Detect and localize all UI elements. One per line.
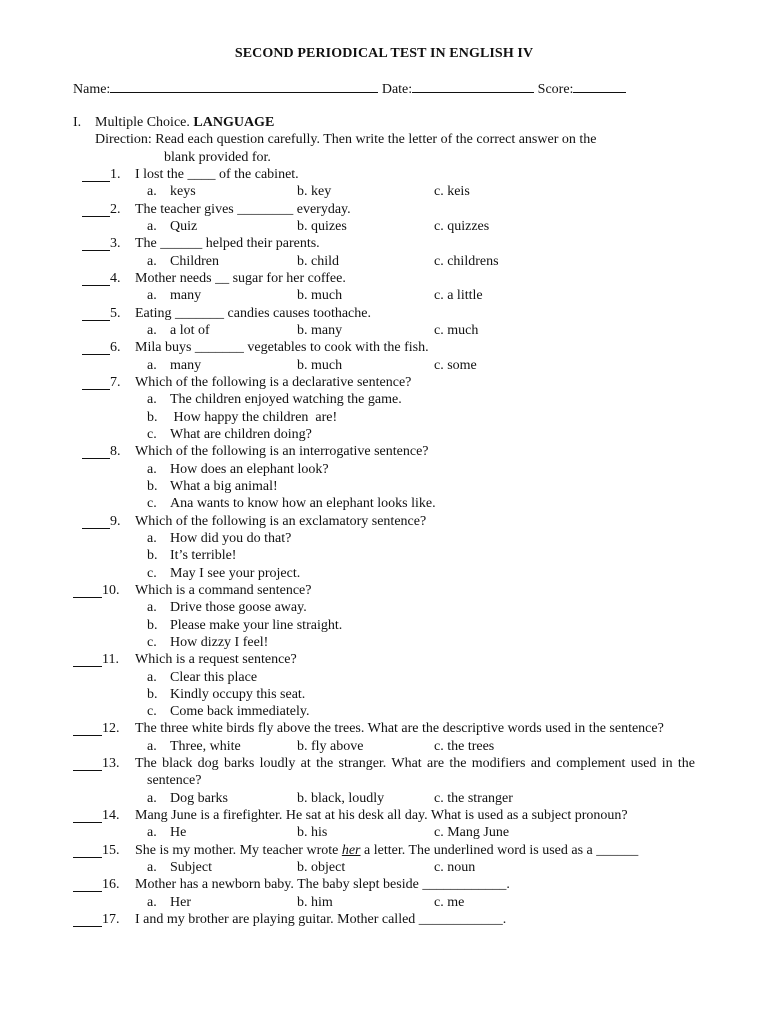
options-line xyxy=(0,478,768,495)
question-item xyxy=(0,166,768,201)
question-text: I and my brother are playing guitar. Mother called ____________. xyxy=(135,912,507,928)
question-text: Which is a command sentence? xyxy=(135,582,312,598)
option-c[interactable]: c. some xyxy=(434,357,477,373)
answer-blank[interactable] xyxy=(82,272,110,286)
options-line xyxy=(0,738,768,755)
options-line xyxy=(0,669,768,686)
question-item xyxy=(0,755,768,807)
question-item xyxy=(0,842,768,877)
option-c[interactable]: How dizzy I feel! xyxy=(170,634,269,650)
section-type: Multiple Choice. xyxy=(95,115,190,130)
option-letter: c. xyxy=(147,634,157,650)
question-line xyxy=(0,374,768,391)
option-c[interactable]: c. the trees xyxy=(434,738,495,754)
student-info-line xyxy=(73,79,626,98)
question-line xyxy=(0,339,768,356)
option-b[interactable]: b. much xyxy=(297,357,343,373)
option-letter: c. xyxy=(147,565,157,581)
option-c[interactable]: May I see your project. xyxy=(170,565,301,581)
question-text: She is my mother. My teacher wrote her a letter. The underlined word is used as a ______ xyxy=(135,842,639,858)
question-text: Mother needs __ sugar for her coffee. xyxy=(135,270,346,286)
question-text: The ______ helped their parents. xyxy=(135,236,320,252)
option-letter: a. xyxy=(147,790,157,806)
option-letter: b. xyxy=(147,548,158,564)
question-number: 4. xyxy=(110,270,121,286)
question-item xyxy=(0,201,768,236)
options-line xyxy=(0,426,768,443)
question-text: Which of the following is an interrogative sentence? xyxy=(135,444,429,460)
date-label: Date: xyxy=(381,82,413,97)
test-body xyxy=(0,114,768,928)
options-line xyxy=(0,790,768,807)
options-line xyxy=(0,183,768,200)
option-letter: a. xyxy=(147,218,157,234)
option-letter: a. xyxy=(147,825,157,841)
question-item xyxy=(0,374,768,443)
date-field[interactable] xyxy=(412,79,534,93)
question-text: Mila buys _______ vegetables to cook with the fish. xyxy=(135,340,429,356)
option-b[interactable]: How happy the children are! xyxy=(170,409,338,425)
question-line xyxy=(0,582,768,599)
option-b[interactable]: b. fly above xyxy=(297,738,364,754)
option-c[interactable]: c. quizzes xyxy=(434,218,490,234)
question-text: Which of the following is a declarative sentence? xyxy=(135,374,412,390)
option-c[interactable]: c. the stranger xyxy=(434,790,513,806)
question-number: 15. xyxy=(102,842,120,858)
question-number: 12. xyxy=(102,721,120,737)
question-item xyxy=(0,235,768,270)
option-letter: b. xyxy=(147,686,158,702)
option-a[interactable]: keys xyxy=(170,184,196,200)
answer-blank[interactable] xyxy=(73,584,102,598)
option-letter: a. xyxy=(147,184,157,200)
question-line xyxy=(0,911,768,928)
option-b[interactable]: b. child xyxy=(297,253,339,269)
option-b[interactable]: b. much xyxy=(297,288,343,304)
option-b[interactable]: What a big animal! xyxy=(170,478,278,494)
option-b[interactable]: b. him xyxy=(297,894,333,910)
direction-line-2 xyxy=(0,149,768,166)
options-line xyxy=(0,322,768,339)
option-b[interactable]: b. his xyxy=(297,825,328,841)
option-c[interactable]: c. much xyxy=(434,322,479,338)
question-line xyxy=(0,807,768,824)
question-text: Mang June is a firefighter. He sat at his desk all day. What is used as a subject pronoun? xyxy=(135,808,628,824)
option-a[interactable]: Subject xyxy=(170,860,212,876)
option-a[interactable]: Three, white xyxy=(170,738,241,754)
option-a[interactable]: How did you do that? xyxy=(170,530,292,546)
option-a[interactable]: He xyxy=(170,825,187,841)
question-item xyxy=(0,876,768,911)
option-letter: a. xyxy=(147,738,157,754)
score-label: Score: xyxy=(537,82,574,97)
options-line xyxy=(0,409,768,426)
question-number: 16. xyxy=(102,877,120,893)
option-c[interactable]: c. keis xyxy=(434,184,470,200)
options-line xyxy=(0,686,768,703)
question-number: 7. xyxy=(110,374,121,390)
answer-blank[interactable] xyxy=(73,757,102,771)
question-number: 13. xyxy=(102,756,120,772)
question-number: 17. xyxy=(102,912,120,928)
option-letter: a. xyxy=(147,461,157,477)
option-letter: c. xyxy=(147,426,157,442)
question-item xyxy=(0,270,768,305)
question-line xyxy=(0,305,768,322)
option-a[interactable]: Dog barks xyxy=(170,790,228,806)
question-text: The black dog barks loudly at the stranger. What are the modifiers and complement used in the sentence? xyxy=(135,756,695,789)
question-line xyxy=(0,755,768,790)
option-c[interactable]: Ana wants to know how an elephant looks like. xyxy=(170,496,436,512)
name-field[interactable] xyxy=(110,79,378,93)
answer-blank[interactable] xyxy=(82,203,110,217)
question-item xyxy=(0,339,768,374)
option-letter: a. xyxy=(147,894,157,910)
score-field[interactable] xyxy=(573,79,626,93)
question-number: 8. xyxy=(110,444,121,460)
question-number: 14. xyxy=(102,808,120,824)
option-a[interactable]: many xyxy=(170,357,202,373)
option-b[interactable]: It’s terrible! xyxy=(170,548,237,564)
options-line xyxy=(0,859,768,876)
option-b[interactable]: Please make your line straight. xyxy=(170,617,343,633)
answer-blank[interactable] xyxy=(82,168,110,182)
options-line xyxy=(0,634,768,651)
option-c[interactable]: Come back immediately. xyxy=(170,704,310,720)
question-line xyxy=(0,235,768,252)
answer-blank[interactable] xyxy=(82,376,110,390)
question-text: Which is a request sentence? xyxy=(135,652,297,668)
option-b[interactable]: b. black, loudly xyxy=(297,790,385,806)
option-c[interactable]: What are children doing? xyxy=(170,426,312,442)
answer-blank[interactable] xyxy=(73,653,102,667)
options-line xyxy=(0,703,768,720)
options-line xyxy=(0,617,768,634)
options-line xyxy=(0,599,768,616)
answer-blank[interactable] xyxy=(82,445,110,459)
name-label: Name: xyxy=(73,82,111,97)
question-item xyxy=(0,720,768,755)
option-b[interactable]: Kindly occupy this seat. xyxy=(170,686,306,702)
option-c[interactable]: c. me xyxy=(434,894,465,910)
option-a[interactable]: many xyxy=(170,288,202,304)
question-item xyxy=(0,807,768,842)
options-line xyxy=(0,218,768,235)
options-line xyxy=(0,894,768,911)
option-letter: a. xyxy=(147,288,157,304)
option-letter: b. xyxy=(147,617,158,633)
options-line xyxy=(0,287,768,304)
direction-line xyxy=(0,131,768,148)
options-line xyxy=(0,824,768,841)
question-number: 3. xyxy=(110,236,121,252)
answer-blank[interactable] xyxy=(82,341,110,355)
option-c[interactable]: c. Mang June xyxy=(434,825,510,841)
question-text: Which of the following is an exclamatory sentence? xyxy=(135,513,427,529)
option-b[interactable]: b. object xyxy=(297,860,346,876)
question-line xyxy=(0,651,768,668)
question-item xyxy=(0,513,768,582)
test-title: SECOND PERIODICAL TEST IN ENGLISH IV xyxy=(234,46,534,61)
question-line xyxy=(0,201,768,218)
option-a[interactable]: The children enjoyed watching the game. xyxy=(170,392,402,408)
question-item xyxy=(0,305,768,340)
question-line xyxy=(0,720,768,737)
answer-blank[interactable] xyxy=(73,913,102,927)
answer-blank[interactable] xyxy=(82,237,110,251)
option-a[interactable]: Quiz xyxy=(170,218,198,234)
question-text: Mother has a newborn baby. The baby slept beside ____________. xyxy=(135,877,510,893)
option-b[interactable]: b. key xyxy=(297,184,332,200)
option-c[interactable]: c. a little xyxy=(434,288,483,304)
option-letter: a. xyxy=(147,253,157,269)
options-line xyxy=(0,357,768,374)
underlined-word: her xyxy=(341,842,361,858)
question-line xyxy=(0,166,768,183)
question-item xyxy=(0,443,768,512)
option-letter: a. xyxy=(147,357,157,373)
question-line xyxy=(0,876,768,893)
question-text: I lost the ____ of the cabinet. xyxy=(135,166,299,182)
question-number: 9. xyxy=(110,513,121,529)
question-line xyxy=(0,513,768,530)
question-number: 2. xyxy=(110,201,121,217)
question-line xyxy=(0,270,768,287)
option-letter: c. xyxy=(147,704,157,720)
option-letter: b. xyxy=(147,478,158,494)
option-a[interactable]: Clear this place xyxy=(170,669,258,685)
options-line xyxy=(0,253,768,270)
question-line xyxy=(0,443,768,460)
option-a[interactable]: a lot of xyxy=(170,322,210,338)
answer-blank[interactable] xyxy=(73,722,102,736)
question-item xyxy=(0,651,768,720)
answer-blank[interactable] xyxy=(73,844,102,858)
question-text: The teacher gives ________ everyday. xyxy=(135,201,351,217)
option-letter: a. xyxy=(147,530,157,546)
option-letter: a. xyxy=(147,669,157,685)
question-line xyxy=(0,842,768,859)
question-number: 5. xyxy=(110,305,121,321)
option-a[interactable]: Her xyxy=(170,894,191,910)
question-text: The three white birds fly above the trees. What are the descriptive words used in the sentence? xyxy=(135,721,664,737)
options-line xyxy=(0,547,768,564)
answer-blank[interactable] xyxy=(82,515,110,529)
question-item xyxy=(0,582,768,651)
question-number: 1. xyxy=(110,166,121,182)
option-letter: c. xyxy=(147,496,157,512)
option-a[interactable]: Children xyxy=(170,253,219,269)
option-a[interactable]: How does an elephant look? xyxy=(170,461,329,477)
option-c[interactable]: c. noun xyxy=(434,860,476,876)
options-line xyxy=(0,530,768,547)
question-number: 11. xyxy=(102,652,119,668)
option-letter: b. xyxy=(147,409,158,425)
option-letter: a. xyxy=(147,322,157,338)
option-letter: a. xyxy=(147,860,157,876)
section-topic: LANGUAGE xyxy=(193,115,275,130)
answer-blank[interactable] xyxy=(73,809,102,823)
options-line xyxy=(0,461,768,478)
option-letter: a. xyxy=(147,600,157,616)
section-label xyxy=(95,114,274,131)
option-letter: a. xyxy=(147,392,157,408)
option-b[interactable]: b. many xyxy=(297,322,343,338)
option-b[interactable]: b. quizes xyxy=(297,218,347,234)
direction-text: Direction: Read each question carefully. Then write the letter of the correct answer on the xyxy=(95,132,597,148)
option-a[interactable]: Drive those goose away. xyxy=(170,600,307,616)
option-c[interactable]: c. childrens xyxy=(434,253,499,269)
section-numeral: I. xyxy=(73,115,82,130)
question-number: 6. xyxy=(110,340,121,356)
answer-blank[interactable] xyxy=(73,878,102,892)
question-text: Eating _______ candies causes toothache. xyxy=(135,305,371,321)
question-number: 10. xyxy=(102,582,120,598)
options-line xyxy=(0,391,768,408)
options-line xyxy=(0,565,768,582)
answer-blank[interactable] xyxy=(82,307,110,321)
question-item xyxy=(0,911,768,928)
options-line xyxy=(0,495,768,512)
section-heading xyxy=(0,114,768,131)
direction-text-2: blank provided for. xyxy=(164,149,271,165)
